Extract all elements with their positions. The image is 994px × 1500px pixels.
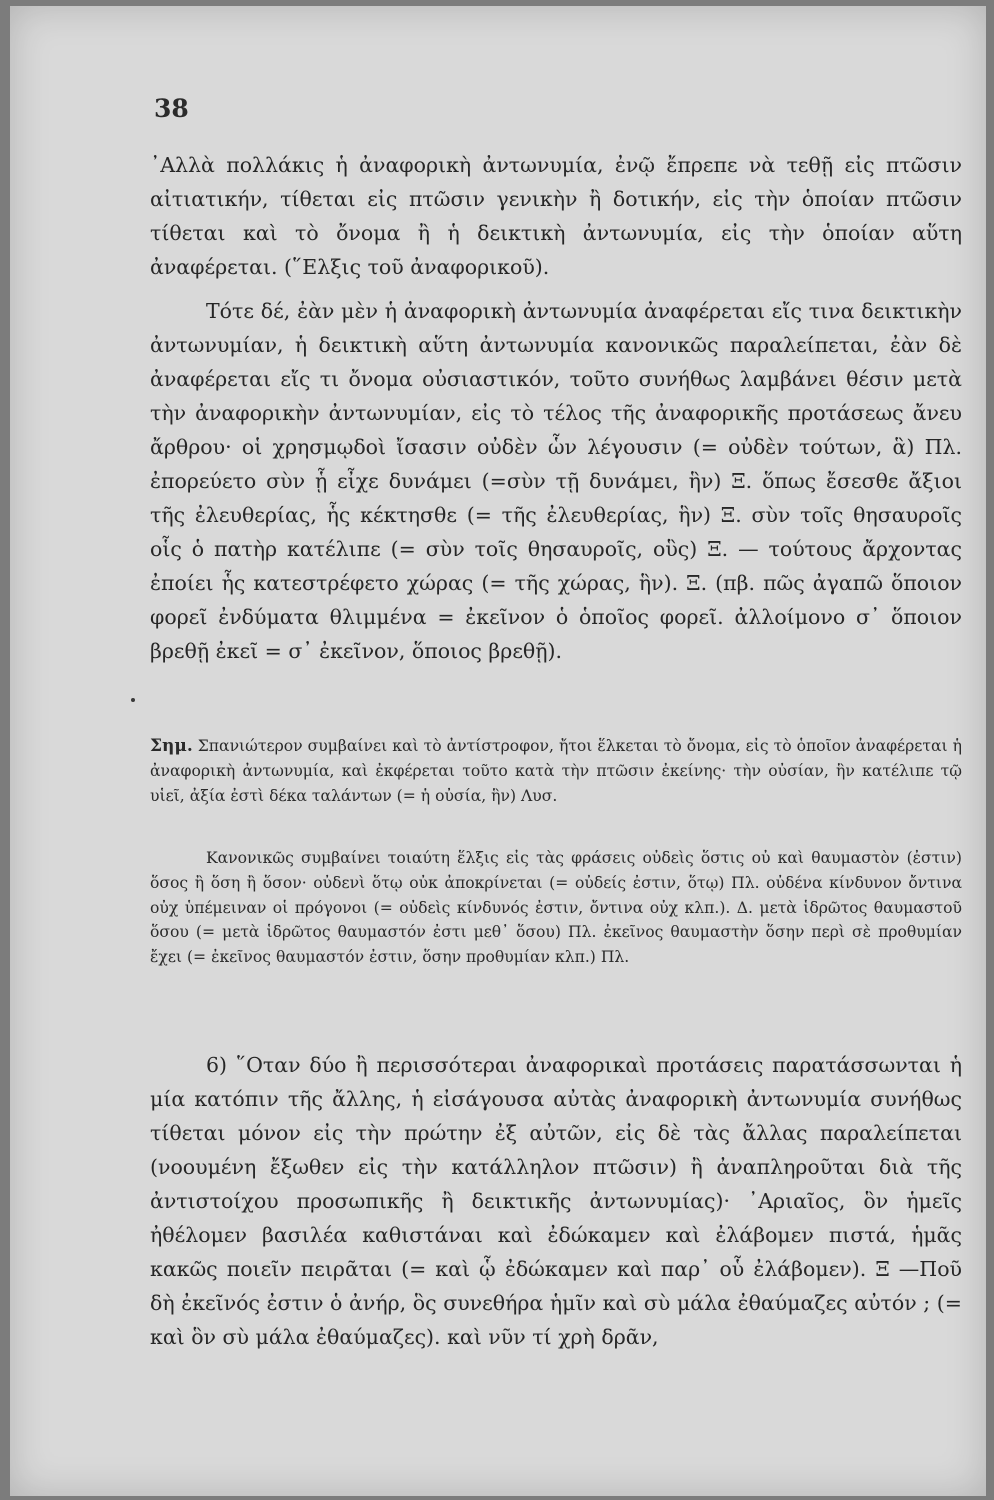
paragraph-relative-attraction: ᾿Αλλὰ πολλάκις ἡ ἀναφορικὴ ἀντωνυμία, ἐνῷ ἔπρεπε νὰ τεθῇ εἰς πτῶσιν αἰτιατικήν, τίθεται εἰς πτῶσιν γενικὴν ἢ δοτικήν, εἰς τὴν ὁποίαν πτῶσιν τίθεται καὶ τὸ ὄνομα ἢ ἡ δεικτικὴ ἀντωνυμία, εἰς τὴν ὁποίαν αὕτη ἀναφέρεται. (῞Ελξις τοῦ ἀναφορικοῦ). (150, 153, 962, 279)
note-text: Σπανιώτερον συμβαίνει καὶ τὸ ἀντίστροφον, ἤτοι ἕλκεται τὸ ὄνομα, εἰς τὸ ὁποῖον ἀναφέρεται ἡ ἀναφορικὴ ἀντωνυμία, καὶ ἐκφέρεται τοῦτο κατὰ τὴν πτῶσιν ἐκείνης· τὴν οὐσίαν, ἣν κατέλιπε τῷ υἱεῖ, ἀξία ἐστὶ δέκα ταλάντων (= ἡ οὐσία, ἣν) Λυσ. (150, 737, 962, 805)
page-number: 38 (154, 94, 189, 123)
paragraph-demonstrative-omission: Τότε δέ, ἐὰν μὲν ἡ ἀναφορικὴ ἀντωνυμία ἀναφέρεται εἴς τινα δεικτικὴν ἀντωνυμίαν, ἡ δεικτικὴ αὕτη ἀντωνυμία κανονικῶς παραλείπεται, ἐὰν δὲ ἀναφέρεται εἴς τι ὄνομα οὐσιαστικόν, τοῦτο συνήθως λαμβάνει θέσιν μετὰ τὴν ἀναφορικὴν ἀντωνυμίαν, εἰς τὸ τέλος τῆς ἀναφορικῆς προτάσεως ἄνευ ἄρθρου· οἱ χρησμῳδοὶ ἴσασιν οὐδὲν ὧν λέγουσιν (= οὐδὲν τούτων, ἃ) Πλ. ἐπορεύετο σὺν ᾗ εἶχε δυνάμει (=σὺν τῇ δυνάμει, ἣν) Ξ. ὅπως ἔσεσθε ἄξιοι τῆς ἐλευθερίας, ἧς κέκτησθε (= τῆς ἐλευθερίας, ἣν) Ξ. σὺν τοῖς θησαυροῖς οἷς ὁ πατὴρ κατέλιπε (= σὺν τοῖς θησαυροῖς, οὓς) Ξ. — τούτους ἄρχοντας ἐποίει ἧς κατεστρέφετο χώρας (= τῆς χώρας, ἣν). Ξ. (πβ. πῶς ἀγαπῶ ὅποιον φορεῖ ἐνδύματα θλιμμένα = ἐκεῖνον ὁ ὁποῖος φορεῖ. ἀλλοίμονο σ᾿ ὅποιον βρεθῇ ἐκεῖ = σ᾿ ἐκεῖνον, ὅποιος βρεθῇ). (150, 299, 962, 663)
paragraph-multiple-relative-clauses: 6) ῞Οταν δύο ἢ περισσότεραι ἀναφορικαὶ προτάσεις παρατάσσωνται ἡ μία κατόπιν τῆς ἄλλης, ἡ εἰσάγουσα αὐτὰς ἀναφορικὴ ἀντωνυμία συνήθως τίθεται μόνον εἰς τὴν πρώτην ἐξ αὐτῶν, εἰς δὲ τὰς ἄλλας παραλείπεται (νοουμένη ἔξωθεν εἰς τὴν κατάλληλον πτῶσιν) ἢ ἀναπληροῦται διὰ τῆς ἀντιστοίχου προσωπικῆς ἢ δεικτικῆς ἀντωνυμίας)· ᾿Αριαῖος, ὃν ἡμεῖς ἠθέλομεν βασιλέα καθιστάναι καὶ ἐδώκαμεν καὶ ἐλάβομεν πιστά, ἡμᾶς κακῶς ποιεῖν πειρᾶται (= καὶ ᾧ ἐδώκαμεν καὶ παρ᾿ οὗ ἐλάβομεν). Ξ —Ποῦ δὴ ἐκεῖνός ἐστιν ὁ ἀνήρ, ὃς συνεθήρα ἡμῖν καὶ σὺ μάλα ἐθαύμαζες αὐτόν ; (= καὶ ὃν σὺ μάλα ἐθαύμαζες). καὶ νῦν τί χρὴ δρᾶν, (150, 1053, 962, 1349)
margin-mark (131, 698, 135, 702)
note-label: Σημ. (150, 736, 193, 756)
note-regular-attraction: Κανονικῶς συμβαίνει τοιαύτη ἕλξις εἰς τὰς φράσεις οὐδεὶς ὅστις οὐ καὶ θαυμαστὸν (ἐστιν) ὅσος ἢ ὅση ἢ ὅσον· οὐδενὶ ὅτῳ οὐκ ἀποκρίνεται (= οὐδείς ἐστιν, ὅτῳ) Πλ. οὐδένα κίνδυνον ὄντινα οὐχ ὑπέμειναν οἱ πρόγονοι (= οὐδεὶς κίνδυνός ἐστιν, ὄντινα οὐχ κλπ.). Δ. μετὰ ἱδρῶτος θαυμαστοῦ ὅσου (= μετὰ ἱδρῶτος θαυμαστόν ἐστι μεθ᾿ ὅσου) Πλ. ἐκεῖνος θαυμαστὴν ὅσην περὶ σὲ προθυμίαν ἔχει (= ἐκεῖνος θαυμαστόν ἐστιν, ὅσην προθυμίαν κλπ.) Πλ. (150, 849, 962, 967)
note-inverse-attraction (150, 734, 962, 808)
book-page (10, 6, 986, 1496)
